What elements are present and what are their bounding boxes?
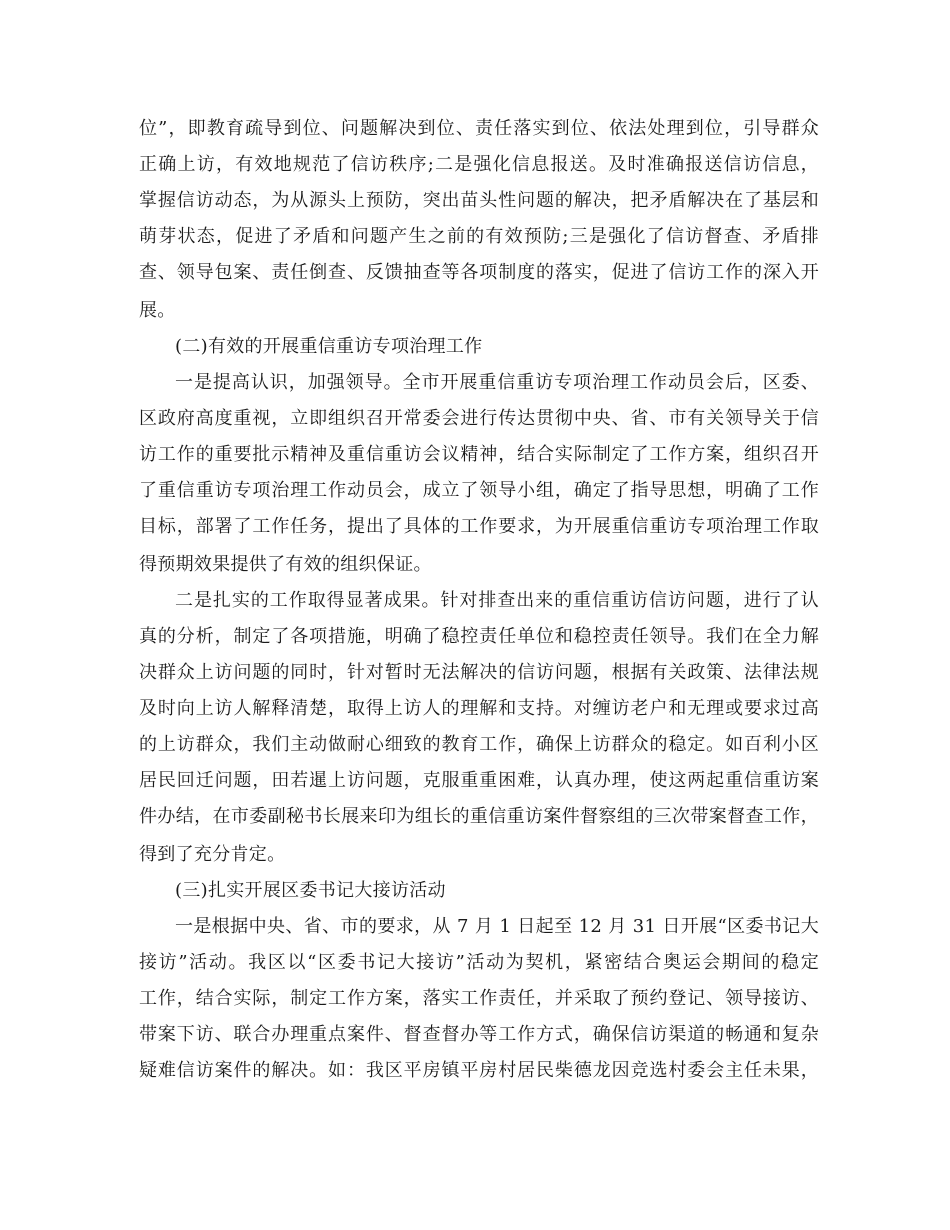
text-line: 位”，即教育疏导到位、问题解决到位、责任落实到位、依法处理到位，引导群众 [139,118,819,139]
text-line: 疑难信访案件的解决。如：我区平房镇平房村居民柴德龙因竞选村委会主任未果， [139,1060,819,1081]
text-line: 萌芽状态，促进了矛盾和问题产生之前的有效预防;三是强化了信访督查、矛盾排 [139,226,819,247]
text-line: 展。 [139,300,176,321]
text-line: 正确上访，有效地规范了信访秩序;二是强化信息报送。及时准确报送信访信息， [139,154,819,175]
text-line: 了重信重访专项治理工作动员会，成立了领导小组，确定了指导思想，明确了工作 [139,480,819,501]
text-line: 得预期效果提供了有效的组织保证。 [139,554,432,575]
text-line: 接访”活动。我区以“区委书记大接访”活动为契机，紧密结合奥运会期间的稳定 [139,952,819,973]
text-line: 件办结，在市委副秘书长展来印为组长的重信重访案件督察组的三次带案督查工作， [139,806,819,827]
text-line: 访工作的重要批示精神及重信重访会议精神，结合实际制定了工作方案，组织召开 [139,444,819,465]
text-line: 掌握信访动态，为从源头上预防，突出苗头性问题的解决，把矛盾解决在了基层和 [139,190,819,211]
text-line: 居民回迁问题，田若暹上访问题，克服重重困难，认真办理，使这两起重信重访案 [139,770,819,791]
text-line: 决群众上访问题的同时，针对暂时无法解决的信访问题，根据有关政策、法律法规 [139,662,819,683]
text-line: 查、领导包案、责任倒查、反馈抽查等各项制度的落实，促进了信访工作的深入开 [139,262,819,283]
text-line: 带案下访、联合办理重点案件、督查督办等工作方式，确保信访渠道的畅通和复杂 [139,1024,819,1045]
paragraph-first-line: 一是提高认识，加强领导。全市开展重信重访专项治理工作动员会后，区委、 [175,372,819,393]
text-line: 的上访群众，我们主动做耐心细致的教育工作，确保上访群众的稳定。如百利小区 [139,734,819,755]
text-line: 真的分析，制定了各项措施，明确了稳控责任单位和稳控责任领导。我们在全力解 [139,626,819,647]
text-line: 目标，部署了工作任务，提出了具体的工作要求，为开展重信重访专项治理工作取 [139,516,819,537]
paragraph-first-line: 一是根据中央、省、市的要求，从 7 月 1 日起至 12 月 31 日开展“区委书记大 [175,916,819,937]
text-line: 区政府高度重视，立即组织召开常委会进行传达贯彻中央、省、市有关领导关于信 [139,408,819,429]
text-line: 得到了充分肯定。 [139,844,286,865]
text-line: 及时向上访人解释清楚，取得上访人的理解和支持。对缠访老户和无理或要求过高 [139,698,819,719]
paragraph-first-line: 二是扎实的工作取得显著成果。针对排查出来的重信重访信访问题，进行了认 [175,590,819,611]
section-heading: (三)扎实开展区委书记大接访活动 [175,880,446,901]
section-heading: (二)有效的开展重信重访专项治理工作 [175,336,483,357]
text-line: 工作，结合实际，制定工作方案，落实工作责任，并采取了预约登记、领导接访、 [139,988,819,1009]
